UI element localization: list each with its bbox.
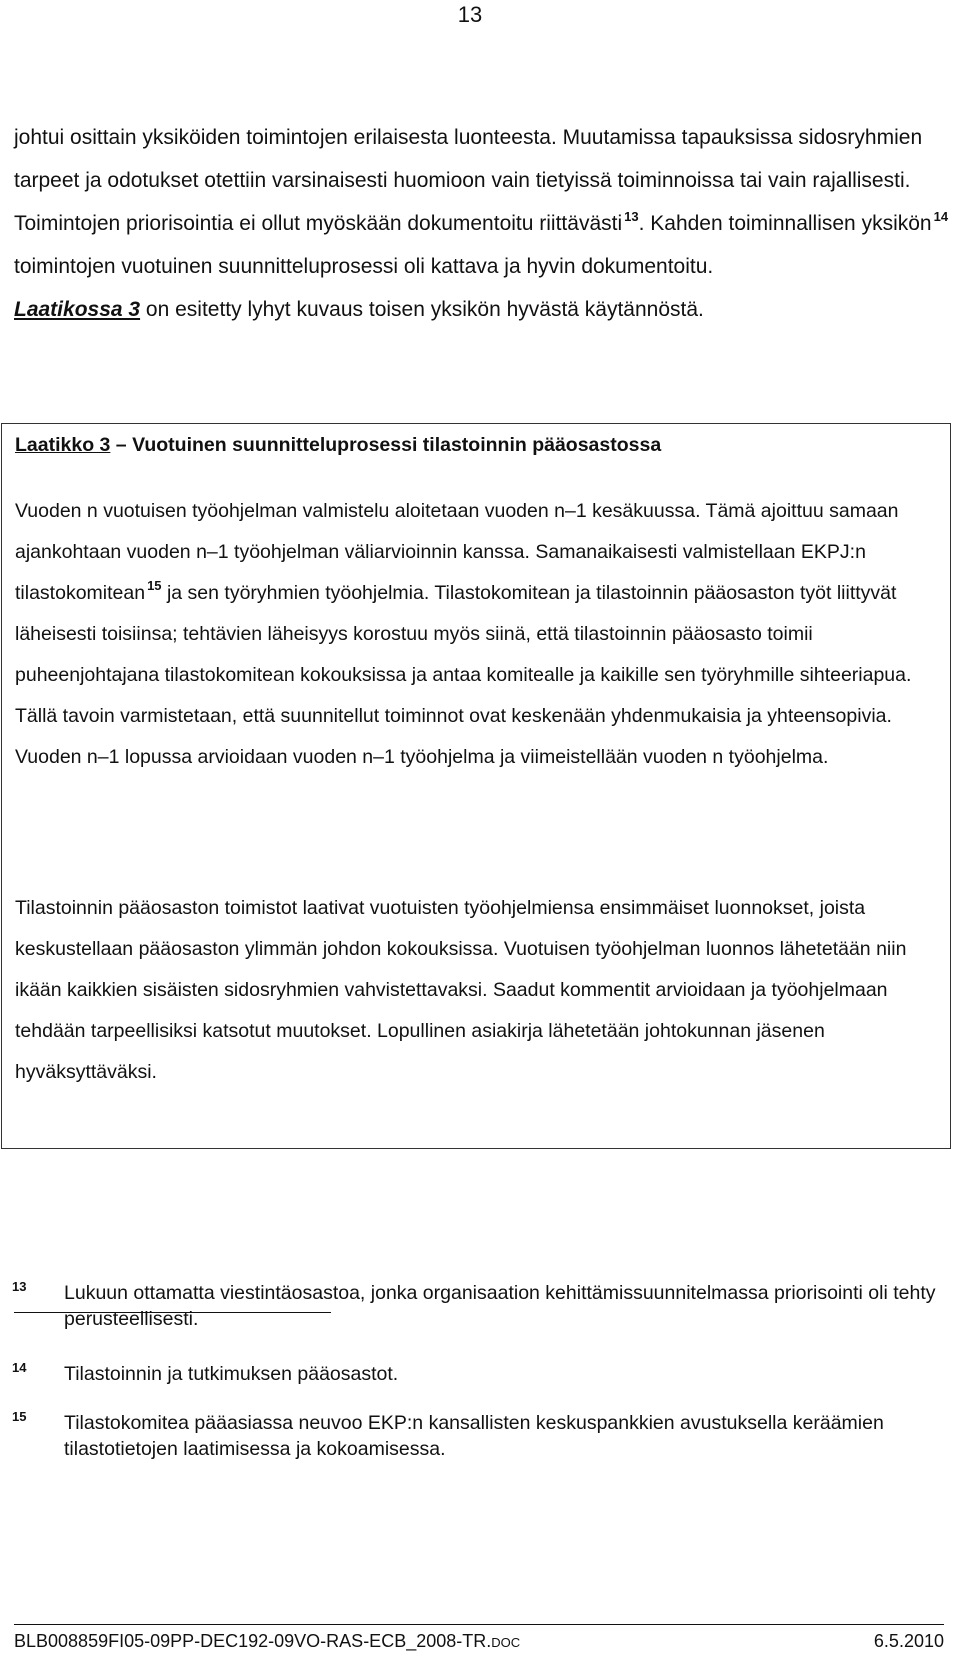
footer-doc-ext: DOC bbox=[491, 1635, 521, 1650]
body-text-3: toimintojen vuotuinen suunnitteluprosessi oli kattava ja hyvin dokumentoitu. bbox=[14, 255, 714, 278]
box-title-dash: – bbox=[110, 434, 133, 456]
box-paragraph-2: Tilastoinnin pääosaston toimistot laativat vuotuisten työohjelmiensa ensimmäiset luonnokset, joista keskustellaan pääosaston ylimmän johdon kokouksissa. Vuotuisen työohjelman luonnos lähetetään niin ikään kaikkien sisäisten sidosryhmien vahvistettavaksi. Saadut kommentit arvioidaan ja työohjelmaan tehdään tarpeellisiksi katsotut muutokset. Lopullinen asiakirja lähetetään johtokunnan jäsenen hyväksyttäväksi. bbox=[15, 897, 907, 1083]
box-paragraph-1 bbox=[15, 491, 947, 778]
footer-document-id bbox=[14, 1631, 520, 1652]
box-p1-text-a: Vuoden n vuotuisen työohjelman valmistelu aloitetaan vuoden n–1 kesäkuussa. Tämä ajoittuu samaan ajankohtaan vuoden n–1 työohjelman väliarvioinnin kanssa. Samanaikaisesti valmistellaan EKPJ:n tilastokomitean bbox=[15, 500, 899, 604]
box-title bbox=[15, 430, 661, 460]
text-box-laatikko-3 bbox=[1, 423, 951, 1149]
footnote-number: 15 bbox=[12, 1409, 27, 1424]
body-text-4: on esitetty lyhyt kuvaus toisen yksikön hyvästä käytännöstä. bbox=[140, 298, 704, 321]
body-text-1: johtui osittain yksiköiden toimintojen erilaisesta luonteesta. Muutamissa tapauksissa sidosryhmien tarpeet ja odotukset otettiin varsinaisesti huomioon vain tietyissä toiminnoissa tai vain rajallisesti. Toimintojen priorisointia ei ollut myöskään dokumentoitu riittävästi bbox=[14, 126, 923, 235]
footnote-number: 14 bbox=[12, 1360, 27, 1375]
box-p1-text-b: ja sen työryhmien työohjelmia. Tilastokomitean ja tilastoinnin pääosaston työt liittyvät läheisesti toisiinsa; tehtävien läheisyys korostuu myös siinä, että tilastoinnin pääosasto toimii puheenjohtajana tilastokomitean kokouksissa ja antaa komitealle ja kaikille sen työryhmille sihteeriapua. Tällä tavoin varmistetaan, että suunnitellut toiminnot ovat keskenään yhdenmukaisia ja yhteensopivia. Vuoden n–1 lopussa arvioidaan vuoden n–1 työohjelma ja viimeistellään vuoden n työohjelma. bbox=[15, 582, 912, 768]
footnote-text: Tilastoinnin ja tutkimuksen pääosastot. bbox=[64, 1363, 399, 1385]
body-text-2: . Kahden toiminnallisen yksikön bbox=[638, 212, 932, 235]
footnote-14 bbox=[12, 1361, 947, 1387]
footnote-ref-15[interactable]: 15 bbox=[147, 578, 162, 593]
body-paragraph bbox=[14, 116, 949, 331]
footnote-ref-14[interactable]: 14 bbox=[933, 209, 949, 224]
footnote-ref-13[interactable]: 13 bbox=[624, 209, 639, 224]
footnote-13 bbox=[12, 1280, 947, 1332]
box-title-text: Vuotuinen suunnitteluprosessi tilastoinnin pääosastossa bbox=[132, 434, 662, 456]
box-label: Laatikko 3 bbox=[15, 434, 111, 456]
footnote-text: Tilastokomitea pääasiassa neuvoo EKP:n kansallisten keskuspankkien avustuksella keräämien tilastotietojen laatimisessa ja kokoamisessa. bbox=[64, 1412, 884, 1460]
footnote-number: 13 bbox=[12, 1279, 27, 1294]
footnote-15 bbox=[12, 1410, 947, 1462]
footer-doc-name: BLB008859FI05-09PP-DEC192-09VO-RAS-ECB_2008-TR. bbox=[14, 1631, 492, 1651]
footnote-text: Lukuun ottamatta viestintäosastoa, jonka organisaation kehittämissuunnitelmassa priorisointi oli tehty perusteellisesti. bbox=[64, 1282, 936, 1330]
page-number: 13 bbox=[457, 2, 483, 27]
footer-date: 6.5.2010 bbox=[873, 1631, 944, 1651]
box-reference-link[interactable]: Laatikossa 3 bbox=[14, 298, 141, 321]
footer-rule bbox=[14, 1624, 944, 1625]
